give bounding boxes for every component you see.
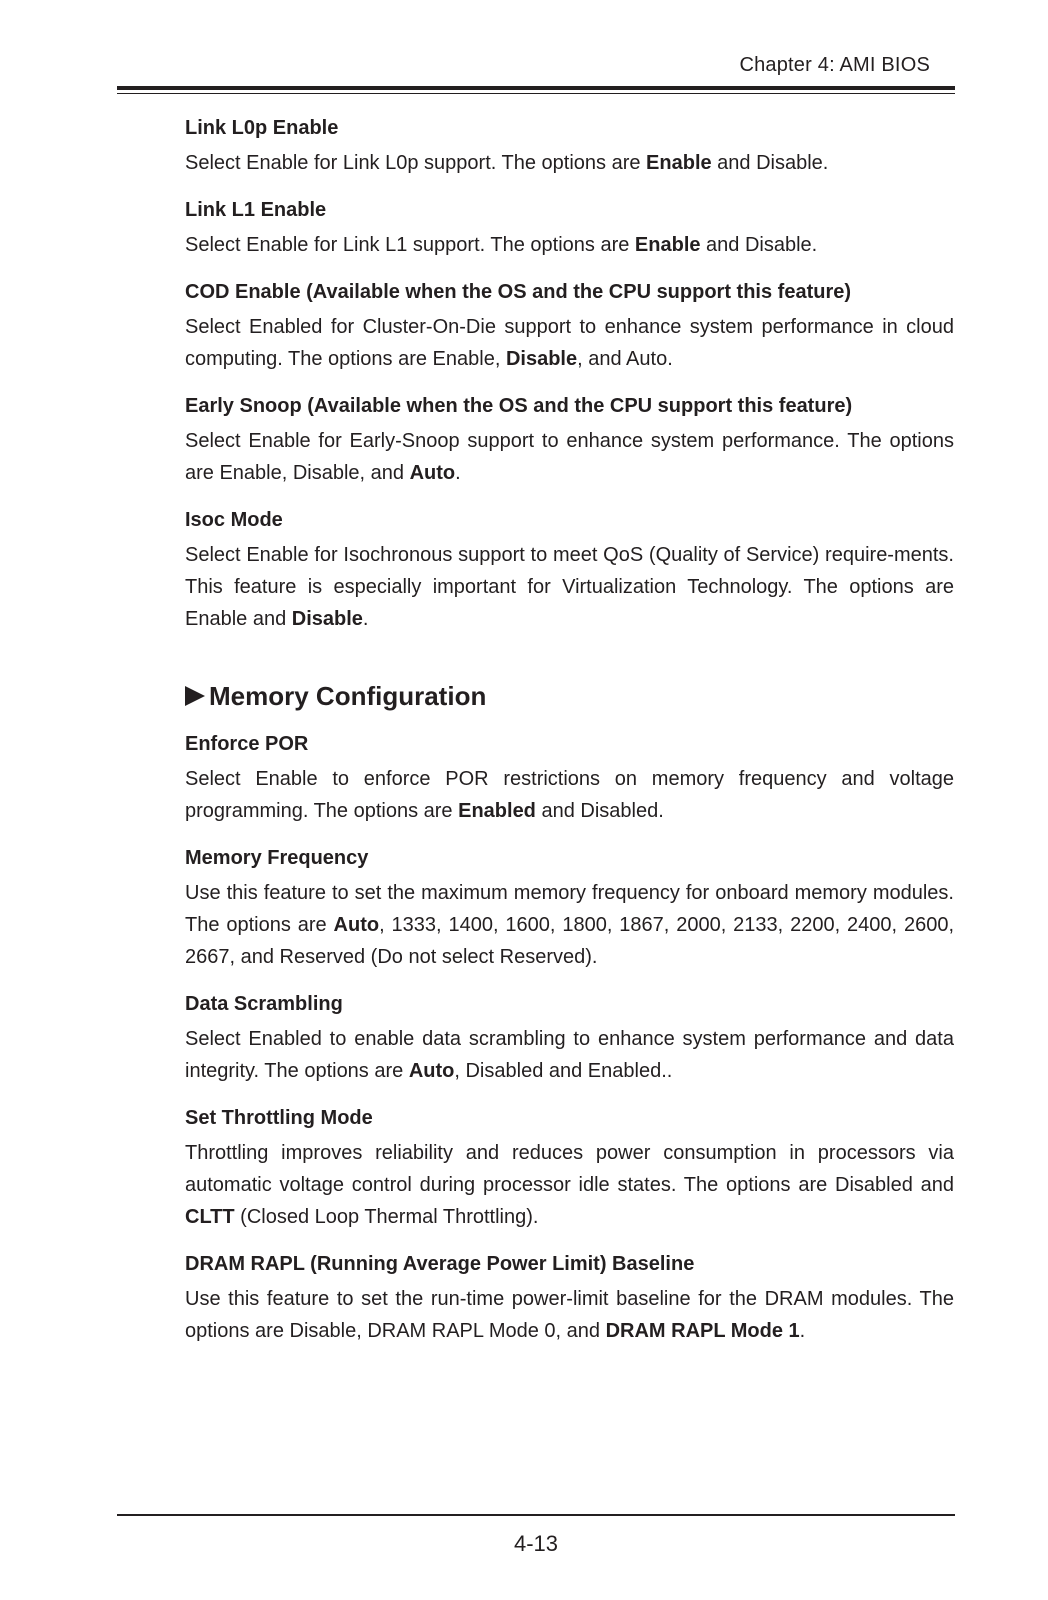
description-text: and Disable. <box>711 152 829 174</box>
setting-title: Set Throttling Mode <box>185 1107 373 1129</box>
setting-description <box>185 425 954 489</box>
description-text: Throttling improves reliability and reduces power consumption in processors via automatic voltage control during processor idle states. The options are Disabled and <box>185 1142 954 1196</box>
setting-title: DRAM RAPL (Running Average Power Limit) Baseline <box>185 1253 695 1275</box>
setting-item <box>185 508 954 635</box>
page-number: 4-13 <box>513 1531 559 1556</box>
setting-item <box>185 1106 954 1233</box>
description-text: Select Enabled to enable data scrambling to enhance system performance and data integrity. The options are <box>185 1028 954 1082</box>
setting-title: Early Snoop (Available when the OS and the CPU support this feature) <box>185 395 853 417</box>
default-option: Disable <box>505 348 578 370</box>
description-text: Select Enable to enforce POR restrictions on memory frequency and voltage programming. The options are <box>185 768 954 822</box>
description-text: Use this feature to set the run-time power-limit baseline for the DRAM modules. The options are Disable, DRAM RAPL Mode 0, and <box>185 1288 954 1342</box>
setting-description <box>185 539 954 635</box>
setting-description <box>185 1283 954 1347</box>
default-option: Auto <box>409 462 456 484</box>
page-content <box>185 116 954 1366</box>
description-text: . <box>362 608 369 630</box>
header-rule-thick <box>117 86 955 90</box>
items-group-bottom <box>185 732 954 1347</box>
default-option: Auto <box>333 914 380 936</box>
setting-description <box>185 229 954 261</box>
setting-description <box>185 763 954 827</box>
chapter-header: Chapter 4: AMI BIOS <box>739 54 930 76</box>
setting-title: Data Scrambling <box>185 993 343 1015</box>
setting-description <box>185 1137 954 1233</box>
default-option: CLTT <box>185 1206 235 1228</box>
default-option: Auto <box>408 1060 455 1082</box>
setting-item <box>185 280 954 375</box>
header-rule-thin <box>117 93 955 94</box>
setting-title: Memory Frequency <box>185 847 369 869</box>
description-text: Select Enabled for Cluster-On-Die support to enhance system performance in cloud computing. The options are Enable, <box>185 316 954 370</box>
setting-description <box>185 877 954 973</box>
setting-description <box>185 1023 954 1087</box>
setting-title: Link L1 Enable <box>185 199 327 221</box>
setting-title: Isoc Mode <box>185 509 283 531</box>
setting-title: COD Enable (Available when the OS and the CPU support this feature) <box>185 281 852 303</box>
description-text: Select Enable for Early-Snoop support to enhance system performance. The options are Enable, Disable, and <box>185 430 954 484</box>
default-option: Disable <box>291 608 363 630</box>
default-option: DRAM RAPL Mode 1 <box>605 1320 800 1342</box>
setting-item <box>185 394 954 489</box>
section-heading <box>185 680 954 712</box>
description-text: , 1333, 1400, 1600, 1800, 1867, 2000, 2133, 2200, 2400, 2600, 2667, and Reserved (Do not select Reserved). <box>185 914 954 968</box>
description-text: . <box>799 1320 806 1342</box>
description-text: (Closed Loop Thermal Throttling). <box>234 1206 539 1228</box>
setting-item <box>185 116 954 179</box>
setting-item <box>185 846 954 973</box>
footer-rule <box>117 1514 955 1516</box>
description-text: Use this feature to set the maximum memory frequency for onboard memory modules. The options are <box>185 882 954 936</box>
description-text: Select Enable for Link L0p support. The options are <box>185 152 647 174</box>
description-text: Select Enable for Isochronous support to meet QoS (Quality of Service) require-ments. This feature is especially important for Virtualization Technology. The options are Enable and <box>185 544 954 630</box>
setting-title: Enforce POR <box>185 733 309 755</box>
description-text: and Disabled. <box>535 800 664 822</box>
description-text: , Disabled and Enabled.. <box>454 1060 673 1082</box>
setting-item <box>185 1252 954 1347</box>
description-text: . <box>455 462 461 484</box>
setting-title: Link L0p Enable <box>185 117 339 139</box>
description-text: Select Enable for Link L1 support. The options are <box>185 234 635 256</box>
setting-item <box>185 198 954 261</box>
items-group-top <box>185 116 954 635</box>
description-text: and Disable. <box>700 234 818 256</box>
triangle-bullet-icon <box>185 686 205 706</box>
section-title: Memory Configuration <box>209 681 487 711</box>
setting-description <box>185 311 954 375</box>
default-option: Enabled <box>458 800 536 822</box>
setting-item <box>185 992 954 1087</box>
description-text: , and Auto. <box>577 348 673 370</box>
default-option: Enable <box>646 152 712 174</box>
setting-item <box>185 732 954 827</box>
default-option: Enable <box>634 234 701 256</box>
setting-description <box>185 147 954 179</box>
